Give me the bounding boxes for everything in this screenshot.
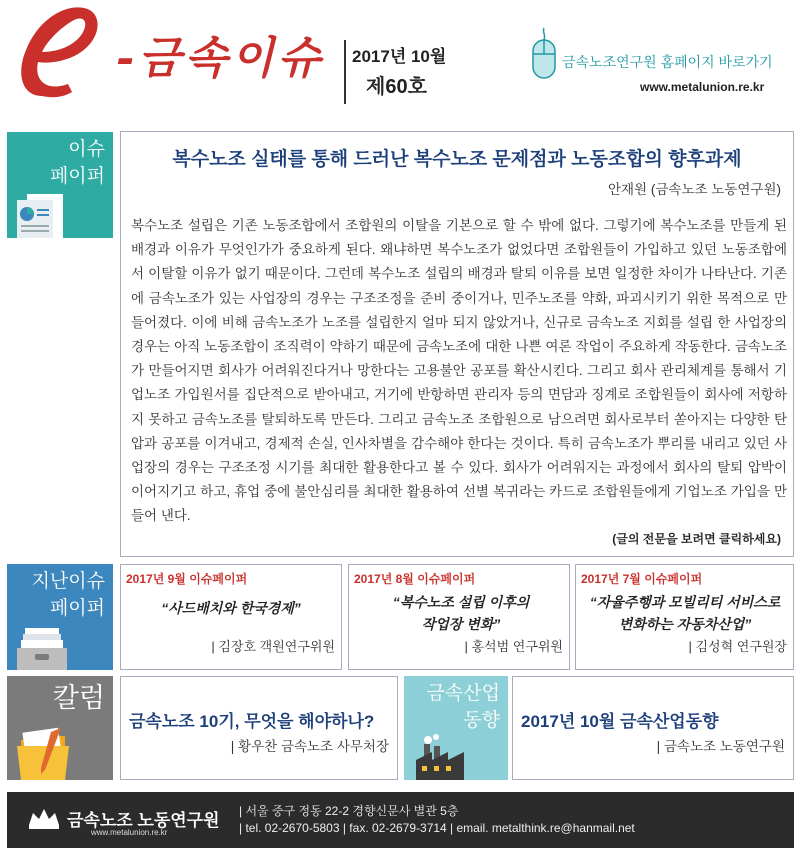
- column-tile: [7, 676, 113, 780]
- logo-title: -금속이슈: [116, 33, 325, 84]
- header-divider: [344, 40, 346, 104]
- tile-label-line1: 금속산업: [426, 682, 500, 704]
- past-issue-author: | 홍석범 연구위원: [464, 639, 563, 654]
- industry-trends-card[interactable]: [512, 676, 794, 780]
- issue-paper-tile: [7, 132, 113, 238]
- footer-address: | 서울 중구 정동 22-2 경향신문사 별관 5층: [239, 804, 459, 818]
- past-issue-title[interactable]: “사드배치와 한국경제”: [161, 600, 301, 616]
- homepage-url[interactable]: www.metalunion.re.kr: [640, 80, 765, 94]
- footer: [7, 792, 794, 848]
- tile-label-line2: 페이퍼: [49, 597, 105, 619]
- past-issue-date: 2017년 7월 이슈페이퍼: [581, 572, 703, 586]
- article-title[interactable]: 복수노조 실태를 통해 드러난 복수노조 문제점과 노동조합의 향후과제: [172, 149, 742, 170]
- footer-contact: | tel. 02-2670-5803 | fax. 02-2679-3714 | email. metalthink.re@hanmail.net: [239, 821, 635, 835]
- article-body: 복수노조 설립은 기존 노동조합에서 조합원의 이탈을 기본으로 할 수 밖에 없다. 그렇기에 복수노조를 만들게 된 배경과 이유가 무엇인가가 중요하게 된다. 왜냐하면 복수노조가 없었다면 조합원들이 가입하고 있던 노동조합에서 이탈할 이유가 없기 때문이다. 그런데 복수노조 설립의 배경과 탈퇴 이유를 보면 일정한 차이가 나타난다. 기존에 금속노조가 있는 사업장의 경우는 구조조정을 준비 중이거나, 민주노조를 약화, 파괴시키기 위한 목적으로 만들어졌다. 이에 비해 금속노조가 노조를 설립한지 얼마 되지 않았거나, 신규로 금속노조 지회를 설립 한 사업장의 경우는 아직 노동조합이 조직력이 약하기 때문에 금속노조에 대한 나쁜 여론 작업이 주요하게 작동한다. 금속노조가 만들어지면 회사가 어려워진다거나 망한다는 고용불안 공포를 확산시킨다. 그리고 회사 관리체계를 통해서 기업노조 가입원서를 집단적으로 받아내고, 거기에 반항하면 관리자 등의 면담과 징계로 조합원들이 회사에 저항하지 못하고 금속노조를 탈퇴하도록 만든다. 그리고 금속노조 조합원으로 남으려면 회사로부터 쏟아지는 다양한 탄압과 공포를 이겨내고, 경제적 손실, 인사차별을 감수해야 한다는 것이다. 특히 금속노조가 뿌리를 내리고 있던 사업장의 경우는 구조조정 시기를 최대한 활용한다고 볼 수 있다. 회사가 어려워지는 과정에서 회사의 탈퇴 압박이 이어지기고 하고, 휴업 중에 불안심리를 최대한 활용하여 선별 복귀라는 카드로 조합원들에게 기업노조 가입을 만들어 낸다.: [131, 218, 787, 524]
- industry-trends-author: | 금속노조 노동연구원: [656, 739, 785, 754]
- industry-trends-title[interactable]: 2017년 10월 금속산업동향: [521, 712, 719, 731]
- column-label: 칼럼: [52, 683, 105, 714]
- factory-icon: [412, 732, 472, 780]
- issue-paper-article[interactable]: [120, 131, 794, 557]
- past-issue-date: 2017년 9월 이슈페이퍼: [126, 572, 248, 586]
- read-more-link[interactable]: (글의 전문을 보려면 클릭하세요): [612, 532, 781, 546]
- header: [0, 0, 800, 128]
- tile-label-line1: 이슈: [68, 138, 105, 160]
- folder-pencil-icon: [11, 724, 75, 780]
- past-issue-card[interactable]: [575, 564, 794, 670]
- past-issue-author: | 김장호 객원연구위원: [211, 639, 335, 654]
- column-card[interactable]: [120, 676, 398, 780]
- homepage-link[interactable]: 금속노조연구원 홈페이지 바로가기: [562, 54, 773, 70]
- past-issue-card[interactable]: [348, 564, 570, 670]
- industry-trends-tile: [404, 676, 508, 780]
- past-issues-tile: [7, 564, 113, 670]
- issue-number: 제60호: [366, 76, 427, 98]
- article-author: 안재원 (금속노조 노동연구원): [608, 182, 781, 197]
- footer-url[interactable]: www.metalunion.re.kr: [91, 828, 168, 837]
- mouse-icon[interactable]: [530, 26, 558, 82]
- column-title[interactable]: 금속노조 10기, 무엇을 해야하나?: [129, 712, 375, 731]
- issue-date: 2017년 10월: [352, 47, 447, 66]
- logo-e-icon: [12, 0, 112, 112]
- past-issue-card[interactable]: [120, 564, 342, 670]
- org-logo-icon: [27, 805, 61, 831]
- archive-box-icon: [15, 626, 71, 670]
- document-chart-icon: [13, 192, 69, 238]
- tile-label-line2: 페이퍼: [49, 165, 105, 187]
- footer-org-name: 금속노조 노동연구원: [67, 811, 220, 830]
- tile-label-line1: 지난이슈: [31, 570, 105, 592]
- tile-label-line2: 동향: [463, 709, 500, 731]
- past-issue-title[interactable]: “자율주행과 모빌리티 서비스로 변화하는 자동차산업”: [589, 594, 781, 632]
- past-issue-author: | 김성혁 연구원장: [688, 639, 787, 654]
- past-issue-date: 2017년 8월 이슈페이퍼: [354, 572, 476, 586]
- column-author: | 황우찬 금속노조 사무처장: [230, 739, 389, 754]
- past-issue-title[interactable]: “복수노조 설립 이후의 작업장 변화”: [392, 594, 530, 632]
